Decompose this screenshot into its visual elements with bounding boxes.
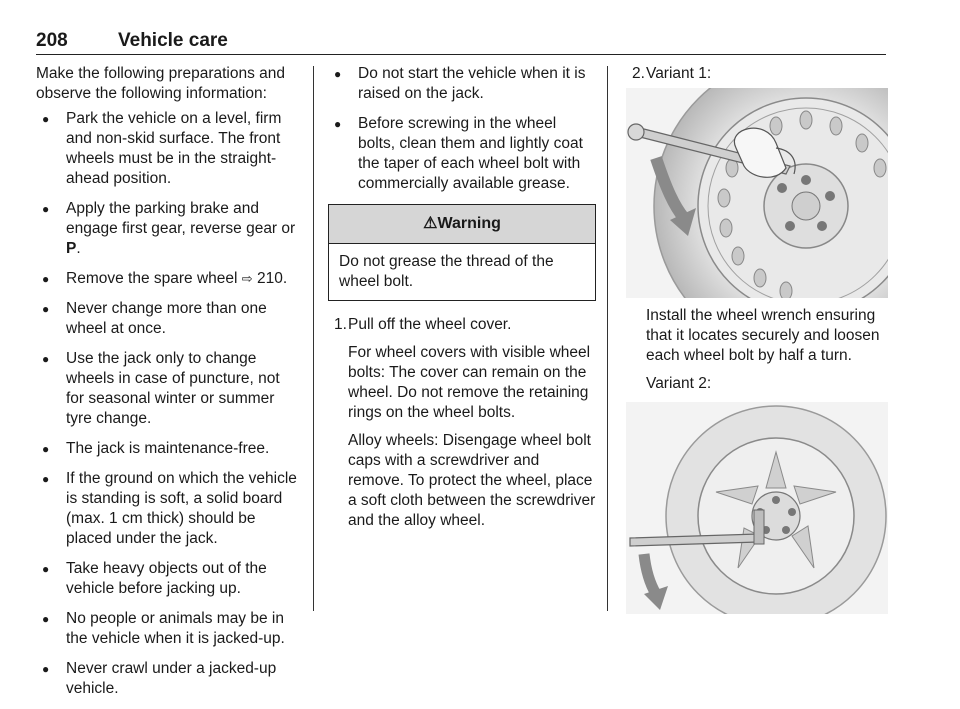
list-item xyxy=(36,349,298,429)
step-caption: Install the wheel wrench ensuring that it locates securely and loosen each wheel bolt by half a turn. xyxy=(646,307,880,364)
list-item-text: The jack is maintenance-free. xyxy=(66,440,270,457)
page-reference-icon[interactable]: ⇨ xyxy=(241,271,253,286)
list-item-text: If the ground on which the vehicle is standing is soft, a solid board (max. 1 cm thick) should be placed under the jack. xyxy=(66,470,297,547)
step-paragraph: For wheel covers with visible wheel bolts: The cover can remain on the wheel. Do not remove the retaining rings on the wheel bolts. xyxy=(348,344,591,421)
list-item-text: Take heavy objects out of the vehicle before jacking up. xyxy=(66,560,267,597)
list-item xyxy=(36,109,298,189)
list-item-text: Apply the parking brake and engage first gear, reverse gear or xyxy=(66,200,296,237)
step-text: Variant 1: xyxy=(646,65,712,82)
step-paragraph: Alloy wheels: Disengage wheel bolt caps with a screwdriver and remove. To protect the wheel, place a soft cloth between the screwdriver and the alloy wheel. xyxy=(348,432,596,529)
illustration-alloy-wheel-wrench xyxy=(626,402,888,614)
preparation-list xyxy=(36,109,298,699)
list-item xyxy=(36,439,298,459)
list-item xyxy=(36,609,298,649)
period: . xyxy=(76,240,81,257)
list-item-text: Before screwing in the wheel bolts, clean them and lightly coat the taper of each wheel bolt with commercially available grease. xyxy=(358,115,583,192)
list-item-text: Use the jack only to change wheels in case of puncture, not for seasonal winter or summer tyre change. xyxy=(66,350,280,427)
step-2 xyxy=(626,64,888,84)
warning-icon: ⚠ xyxy=(423,215,438,232)
warning-header xyxy=(329,205,595,244)
list-item xyxy=(36,469,298,549)
list-item xyxy=(36,269,298,289)
warning-text: Do not grease the thread of the wheel bolt. xyxy=(339,253,554,290)
list-item xyxy=(36,559,298,599)
step-number: 1. xyxy=(334,316,347,333)
section-title: Vehicle care xyxy=(118,30,228,51)
column-1 xyxy=(36,64,298,709)
warning-box xyxy=(328,204,596,301)
precaution-list xyxy=(328,64,596,194)
column-divider-2 xyxy=(607,66,608,611)
variant-2-label: Variant 2: xyxy=(646,375,712,392)
list-item xyxy=(328,114,596,194)
step-text: Pull off the wheel cover. xyxy=(348,316,512,333)
list-item xyxy=(328,64,596,104)
list-item-text: Never change more than one wheel at once. xyxy=(66,300,267,337)
list-item-text: No people or animals may be in the vehicle when it is jacked-up. xyxy=(66,610,285,647)
page-reference[interactable]: 210. xyxy=(252,270,288,287)
list-item-text: Remove the spare wheel xyxy=(66,270,242,287)
step-number: 2. xyxy=(632,65,645,82)
step-1 xyxy=(328,315,596,531)
list-item-text: Do not start the vehicle when it is raised on the jack. xyxy=(358,65,586,102)
list-item xyxy=(36,299,298,339)
gear-letter: P xyxy=(66,240,77,257)
list-item xyxy=(36,199,298,259)
list-item-text: Never crawl under a jacked-up vehicle. xyxy=(66,660,277,697)
column-divider-1 xyxy=(313,66,314,611)
illustration-steel-wheel-wrench xyxy=(626,88,888,298)
page-header xyxy=(36,30,886,55)
list-item-text: Park the vehicle on a level, firm and non-skid surface. The front wheels must be in the straight-ahead position. xyxy=(66,110,282,187)
list-item xyxy=(36,659,298,699)
intro-text: Make the following preparations and observe the following information: xyxy=(36,65,286,102)
column-3 xyxy=(626,64,888,622)
column-2 xyxy=(328,64,596,531)
warning-title: Warning xyxy=(437,215,501,232)
page-number: 208 xyxy=(36,30,68,51)
